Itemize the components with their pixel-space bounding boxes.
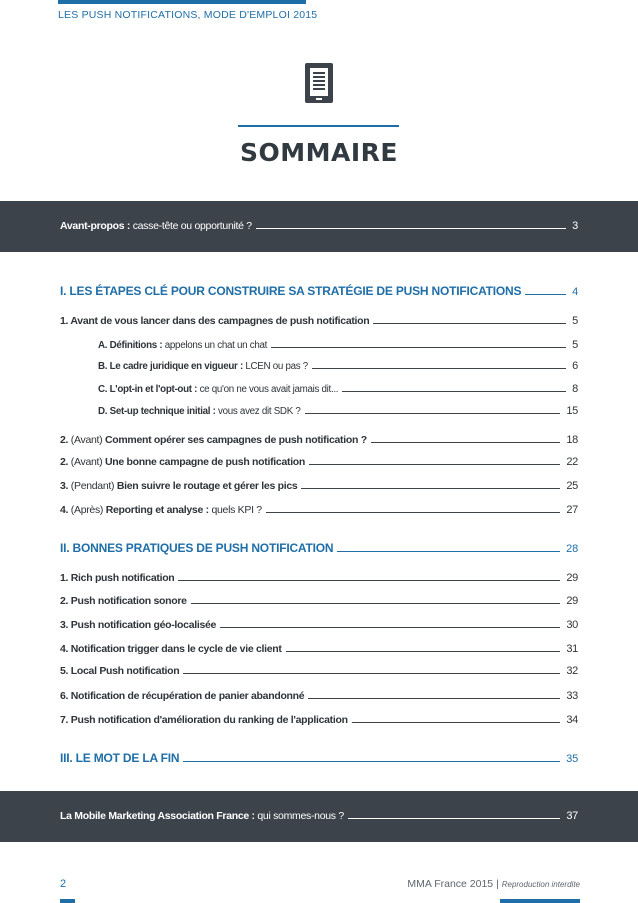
leader-line [191, 603, 561, 604]
page-number: 5 [572, 315, 578, 327]
leader-line [305, 413, 561, 414]
leader-line [220, 627, 560, 628]
page-number: 29 [566, 572, 578, 584]
page-number: 4 [572, 286, 578, 298]
leader-line [286, 651, 561, 652]
leader-line [352, 722, 561, 723]
toc-entry-1-2[interactable]: 2. (Avant) Comment opérer ses campagnes de push notification ? 18 [60, 434, 578, 446]
page-title: SOMMAIRE [240, 138, 398, 167]
leader-line [308, 698, 560, 699]
toc-entry-1-3[interactable]: 3. (Pendant) Bien suivre le routage et gérer les pics 25 [60, 480, 578, 492]
footer-page-number: 2 [60, 878, 67, 890]
header-accent-bar [58, 0, 306, 4]
toc-entry-1-2b[interactable]: 2. (Avant) Une bonne campagne de push notification 22 [60, 456, 578, 468]
title-divider [238, 125, 399, 127]
toc-entry-2-3[interactable]: 3. Push notification géo-localisée 30 [60, 619, 578, 631]
page-number: 29 [566, 595, 578, 607]
leader-line [342, 391, 566, 392]
toc-entry-2-4[interactable]: 4. Notification trigger dans le cycle de vie client 31 [60, 643, 578, 655]
page-number: 15 [566, 405, 578, 417]
toc-entry-2-2[interactable]: 2. Push notification sonore 29 [60, 595, 578, 607]
toc-entry-mma[interactable]: La Mobile Marketing Association France : qui sommes-nous ? 37 [60, 810, 578, 822]
page-number: 22 [566, 456, 578, 468]
page-number: 6 [572, 360, 578, 372]
leader-line [309, 464, 560, 465]
page-number: 35 [566, 753, 578, 765]
leader-line [178, 580, 560, 581]
leader-line [348, 818, 560, 819]
leader-line [371, 442, 561, 443]
leader-line [337, 551, 560, 552]
page-number: 5 [572, 339, 578, 351]
leader-line [256, 228, 566, 229]
footer-accent-bar-left [60, 899, 75, 903]
leader-line [271, 347, 566, 348]
page-number: 3 [572, 220, 578, 232]
page-number: 32 [566, 665, 578, 677]
leader-line [183, 761, 560, 762]
toc-entry-avant-propos[interactable]: Avant-propos : casse-tête ou opportunité ? 3 [60, 220, 578, 232]
toc-entry-2-1[interactable]: 1. Rich push notification 29 [60, 572, 578, 584]
leader-line [373, 323, 566, 324]
toc-entry-1-1-b[interactable]: B. Le cadre juridique en vigueur : LCEN ou pas ? 6 [98, 360, 578, 372]
toc-entry-2-5[interactable]: 5. Local Push notification 32 [60, 665, 578, 677]
page-number: 25 [566, 480, 578, 492]
page-number: 28 [566, 543, 578, 555]
leader-line [266, 512, 561, 513]
leader-line [312, 368, 566, 369]
leader-line [301, 488, 560, 489]
toc-entry-2-7[interactable]: 7. Push notification d'amélioration du ranking de l'application 34 [60, 714, 578, 726]
page-number: 33 [566, 690, 578, 702]
footer-copyright: MMA France 2015 | Reproduction interdite [407, 878, 580, 890]
page-number: 31 [566, 643, 578, 655]
header-title: LES PUSH NOTIFICATIONS, MODE D'EMPLOI 2015 [58, 9, 318, 21]
page-number: 34 [566, 714, 578, 726]
page-number: 8 [572, 383, 578, 395]
page-number: 18 [566, 434, 578, 446]
toc-entry-1-1-d[interactable]: D. Set-up technique initial : vous avez dit SDK ? 15 [98, 405, 578, 417]
page-number: 30 [566, 619, 578, 631]
toc-section-1[interactable]: I. LES ÉTAPES CLÉ POUR CONSTRUIRE SA STRATÉGIE DE PUSH NOTIFICATIONS 4 [60, 284, 578, 298]
toc-section-3[interactable]: III. LE MOT DE LA FIN 35 [60, 751, 578, 765]
leader-line [525, 294, 566, 295]
footer-accent-bar-right [500, 899, 580, 903]
leader-line [183, 673, 560, 674]
toc-entry-1-1[interactable]: 1. Avant de vous lancer dans des campagnes de push notification 5 [60, 315, 578, 327]
toc-section-2[interactable]: II. BONNES PRATIQUES DE PUSH NOTIFICATION 28 [60, 541, 578, 555]
toc-entry-1-1-a[interactable]: A. Définitions : appelons un chat un chat 5 [98, 339, 578, 351]
page-number: 27 [566, 504, 578, 516]
page-number: 37 [566, 810, 578, 822]
toc-entry-1-4[interactable]: 4. (Après) Reporting et analyse : quels KPI ? 27 [60, 504, 578, 516]
toc-entry-1-1-c[interactable]: C. L'opt-in et l'opt-out : ce qu'on ne vous avait jamais dit... 8 [98, 383, 578, 395]
document-icon [305, 63, 333, 103]
toc-entry-2-6[interactable]: 6. Notification de récupération de panier abandonné 33 [60, 690, 578, 702]
